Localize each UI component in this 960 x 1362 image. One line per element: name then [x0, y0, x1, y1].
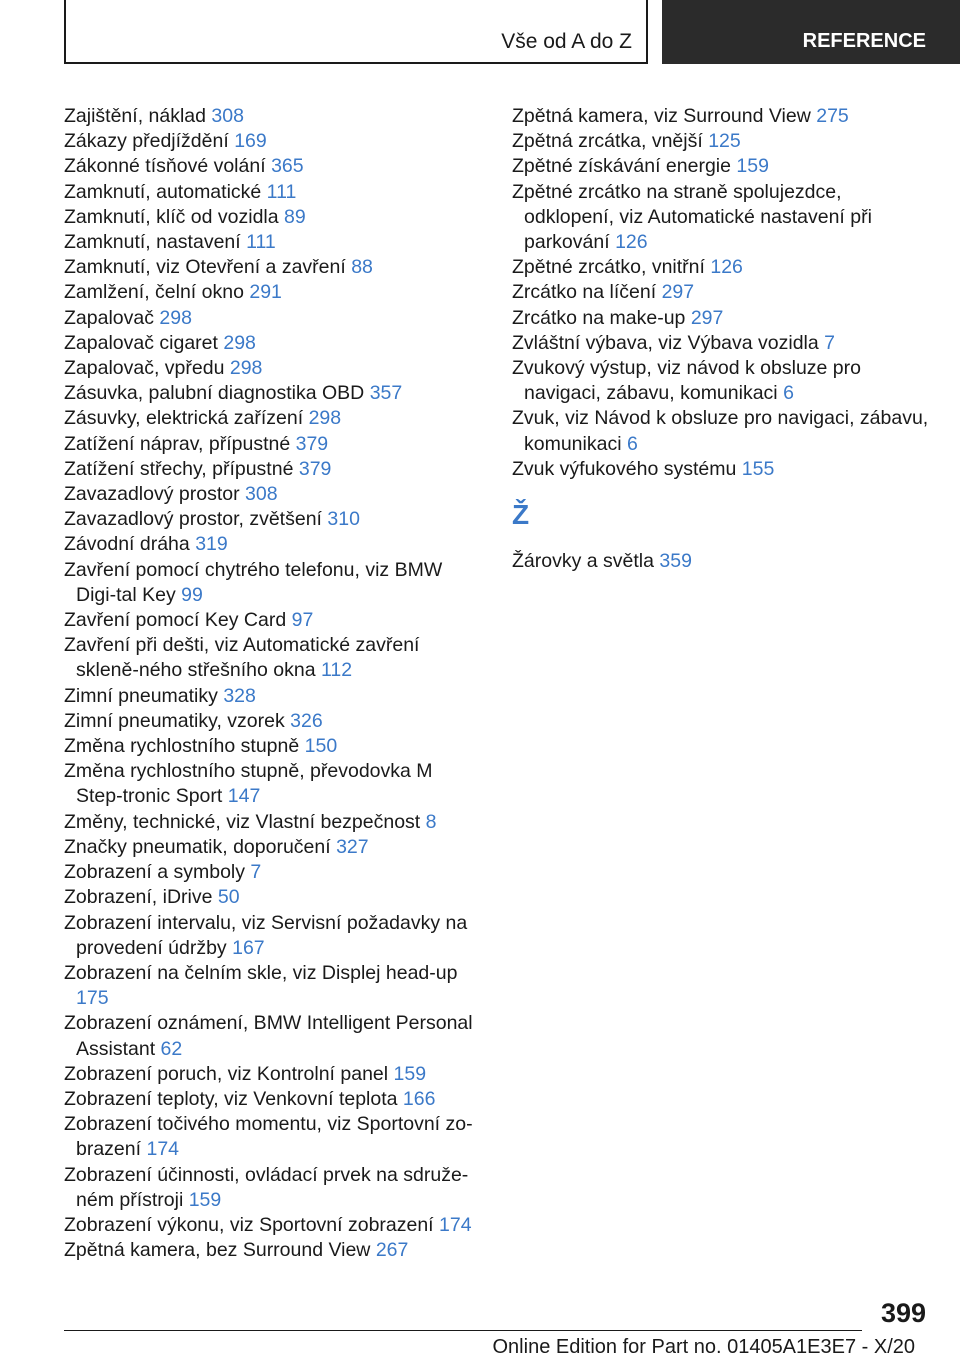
- entry-term: Zvuk, viz Návod k obsluze pro navigaci, zábavu, komunikaci: [512, 407, 929, 455]
- page-reference-link[interactable]: 159: [393, 1062, 427, 1085]
- index-entry: [64, 1112, 484, 1162]
- page-reference-link[interactable]: 159: [188, 1188, 222, 1211]
- index-entry: [64, 759, 484, 809]
- entry-term: Zavření pomocí Key Card: [64, 609, 287, 632]
- index-entry: [64, 457, 484, 482]
- entry-term: Zatížení náprav, přípustné: [64, 432, 291, 455]
- entry-term: Změny, technické, viz Vlastní bezpečnost: [64, 810, 421, 833]
- entry-term: Zobrazení, iDrive: [64, 886, 213, 909]
- index-entry: [512, 331, 932, 356]
- page-reference-link[interactable]: 6: [783, 382, 794, 405]
- index-entry: [64, 104, 484, 129]
- section-title: Vše od A do Z: [501, 30, 632, 53]
- index-entry: [64, 381, 484, 406]
- page-reference-link[interactable]: 169: [234, 130, 267, 153]
- index-entry: [64, 1213, 484, 1238]
- entry-term: Změna rychlostního stupně: [64, 735, 300, 758]
- page-reference-link[interactable]: 319: [195, 533, 228, 556]
- page-reference-link[interactable]: 379: [295, 432, 329, 455]
- page-reference-link[interactable]: 88: [351, 256, 373, 279]
- entry-term: Zamlžení, čelní okno: [64, 281, 244, 304]
- page-reference-link[interactable]: 7: [824, 331, 835, 354]
- page-reference-link[interactable]: 8: [425, 810, 437, 833]
- index-entry: [512, 457, 932, 482]
- index-entry: [512, 104, 932, 129]
- index-entry: [64, 558, 484, 608]
- page-reference-link[interactable]: 6: [626, 432, 638, 455]
- entry-term: Zamknutí, viz Otevření a zavření: [64, 256, 346, 279]
- index-entry: [64, 356, 484, 381]
- entry-term: Změna rychlostního stupně, převodovka M Step-tronic Sport: [64, 760, 433, 808]
- entry-term: Zapalovač cigaret: [64, 331, 218, 354]
- page-reference-link[interactable]: 267: [375, 1239, 409, 1262]
- entry-term: Zpětné získávání energie: [512, 155, 731, 178]
- page-reference-link[interactable]: 297: [690, 306, 724, 329]
- page-reference-link[interactable]: 298: [229, 357, 263, 380]
- index-entry: [512, 255, 932, 280]
- page-reference-link[interactable]: 298: [159, 306, 192, 329]
- entry-term: Zavření při dešti, viz Automatické zavření skleně-ného střešního okna: [64, 634, 420, 682]
- entry-term: Zobrazení oznámení, BMW Intelligent Personal Assistant: [64, 1012, 473, 1060]
- entry-term: Zavazadlový prostor, zvětšení: [64, 508, 322, 531]
- page-reference-link[interactable]: 111: [266, 180, 297, 203]
- index-entry: [64, 860, 484, 885]
- entry-term: Zamknutí, nastavení: [64, 231, 241, 254]
- index-entry: [512, 549, 932, 574]
- index-entry: [64, 154, 484, 179]
- page-reference-link[interactable]: 326: [290, 709, 323, 732]
- entry-term: Zobrazení teploty, viz Venkovní teplota: [64, 1087, 398, 1110]
- index-entry: [512, 180, 932, 256]
- page-reference-link[interactable]: 99: [181, 583, 203, 606]
- page-reference-link[interactable]: 89: [284, 205, 306, 228]
- footer-edition: Online Edition for Part no. 01405A1E3E7 - X/20: [492, 1336, 915, 1358]
- page-reference-link[interactable]: 308: [211, 105, 244, 127]
- page-reference-link[interactable]: 125: [708, 130, 741, 153]
- page-reference-link[interactable]: 7: [250, 861, 262, 884]
- index-entry: [64, 961, 484, 1011]
- index-entry: [64, 129, 484, 154]
- chapter-title: REFERENCE: [802, 30, 926, 52]
- page-reference-link[interactable]: 365: [271, 155, 304, 178]
- entry-term: Zvukový výstup, viz návod k obsluze pro navigaci, zábavu, komunikaci: [512, 357, 861, 405]
- page-reference-link[interactable]: 298: [223, 331, 256, 354]
- page-reference-link[interactable]: 150: [304, 735, 338, 758]
- header-chapter-box: [662, 0, 960, 64]
- index-entry: [64, 1011, 484, 1061]
- entry-term: Zpětná kamera, bez Surround View: [64, 1239, 371, 1262]
- index-entry: [64, 1238, 484, 1263]
- page-reference-link[interactable]: 379: [298, 457, 332, 480]
- entry-term: Zimní pneumatiky, vzorek: [64, 709, 285, 732]
- index-entry: [64, 911, 484, 961]
- entry-term: Zobrazení intervalu, viz Servisní požadavky na provedení údržby: [64, 911, 468, 959]
- index-list-zh: [512, 549, 932, 574]
- entry-term: Zobrazení poruch, viz Kontrolní panel: [64, 1062, 389, 1085]
- page-reference-link[interactable]: 310: [327, 508, 360, 531]
- index-entry: [512, 129, 932, 154]
- page-reference-link[interactable]: 359: [659, 550, 692, 573]
- entry-term: Zvláštní výbava, viz Výbava vozidla: [512, 331, 819, 354]
- entry-term: Zásuvky, elektrická zařízení: [64, 407, 304, 430]
- index-entry: [64, 1087, 484, 1112]
- entry-term: Zvuk výfukového systému: [512, 457, 737, 480]
- entry-term: Zobrazení účinnosti, ovládací prvek na sdruže-ném přístroji: [64, 1163, 469, 1211]
- page-reference-link[interactable]: 126: [615, 231, 648, 254]
- index-entry: [64, 280, 484, 305]
- entry-term: Zpětné zrcátko na straně spolujezdce, odklopení, viz Automatické nastavení při parkování: [512, 180, 872, 254]
- index-entry: [64, 406, 484, 431]
- entry-term: Zatížení střechy, přípustné: [64, 457, 294, 480]
- index-entry: [64, 709, 484, 734]
- page-reference-link[interactable]: 291: [249, 281, 282, 304]
- index-entry: [64, 205, 484, 230]
- page-reference-link[interactable]: 147: [227, 785, 261, 808]
- entry-term: Zajištění, náklad: [64, 105, 206, 127]
- page-reference-link[interactable]: 174: [439, 1213, 472, 1236]
- entry-term: Zamknutí, automatické: [64, 180, 262, 203]
- index-column-right: [512, 104, 932, 574]
- entry-term: Závodní dráha: [64, 533, 190, 556]
- entry-term: Zimní pneumatiky: [64, 684, 218, 707]
- index-entry: [64, 608, 484, 633]
- entry-term: Zásuvka, palubní diagnostika OBD: [64, 382, 365, 405]
- page-reference-link[interactable]: 111: [246, 231, 276, 254]
- entry-term: Žárovky a světla: [512, 550, 654, 573]
- entry-term: Zavazadlový prostor: [64, 483, 240, 506]
- page-reference-link[interactable]: 97: [291, 609, 314, 632]
- entry-term: Zobrazení výkonu, viz Sportovní zobrazení: [64, 1213, 434, 1236]
- header-section-box: [64, 0, 648, 64]
- page-reference-link[interactable]: 297: [661, 281, 695, 304]
- page-reference-link[interactable]: 357: [369, 382, 403, 405]
- index-entry: [64, 432, 484, 457]
- entry-term: Zapalovač, vpředu: [64, 357, 225, 380]
- entry-term: Zapalovač: [64, 306, 154, 329]
- page-reference-link[interactable]: 62: [160, 1037, 183, 1060]
- index-entry: [64, 885, 484, 910]
- index-entry: [64, 255, 484, 280]
- index-list-z: [512, 104, 932, 482]
- page-reference-link[interactable]: 175: [76, 987, 109, 1010]
- index-entry: [64, 507, 484, 532]
- page-reference-link[interactable]: 298: [308, 407, 342, 430]
- index-entry: [512, 280, 932, 305]
- index-entry: [512, 306, 932, 331]
- page-reference-link[interactable]: 50: [217, 886, 240, 909]
- index-entry: [64, 180, 484, 205]
- index-entry: [512, 154, 932, 179]
- index-entry: [64, 684, 484, 709]
- footer-divider: [64, 1330, 862, 1331]
- entry-term: Zobrazení a symboly: [64, 861, 245, 884]
- index-column-left: [64, 104, 484, 1263]
- page-number: 399: [880, 1298, 926, 1328]
- index-entry: [512, 406, 932, 456]
- entry-term: Zákazy předjíždění: [64, 130, 229, 153]
- page-reference-link[interactable]: 112: [321, 659, 353, 682]
- entry-term: Zpětné zrcátko, vnitřní: [512, 256, 705, 279]
- index-entry: [64, 230, 484, 255]
- page-reference-link[interactable]: 126: [710, 256, 743, 279]
- entry-term: Zrcátko na líčení: [512, 281, 657, 304]
- entry-term: Zpětná zrcátka, vnější: [512, 130, 703, 153]
- letter-heading: Ž: [512, 499, 530, 531]
- index-entry: [64, 734, 484, 759]
- index-entry: [64, 1163, 484, 1213]
- page-reference-link[interactable]: 167: [232, 936, 265, 959]
- index-entry: [64, 532, 484, 557]
- entry-term: Značky pneumatik, doporučení: [64, 835, 331, 858]
- index-entry: [64, 633, 484, 683]
- entry-term: Zobrazení točivého momentu, viz Sportovní zo-brazení: [64, 1113, 473, 1161]
- entry-term: Zpětná kamera, viz Surround View: [512, 105, 811, 127]
- page-reference-link[interactable]: 275: [816, 105, 849, 127]
- entry-term: Zákonné tísňové volání: [64, 155, 266, 178]
- page-reference-link[interactable]: 327: [336, 835, 369, 858]
- page-reference-link[interactable]: 159: [736, 155, 769, 178]
- index-entry: [64, 482, 484, 507]
- page-reference-link[interactable]: 155: [741, 457, 775, 480]
- index-entry: [64, 1062, 484, 1087]
- page-reference-link[interactable]: 174: [146, 1138, 180, 1161]
- page-reference-link[interactable]: 166: [402, 1087, 436, 1110]
- index-entry: [64, 331, 484, 356]
- page-reference-link[interactable]: 308: [245, 483, 278, 506]
- index-entry: [512, 356, 932, 406]
- entry-term: Zrcátko na make-up: [512, 306, 686, 329]
- entry-term: Zavření pomocí chytrého telefonu, viz BMW Digi-tal Key: [64, 558, 443, 606]
- entry-term: Zamknutí, klíč od vozidla: [64, 205, 279, 228]
- index-entry: [64, 810, 484, 835]
- entry-term: Zobrazení na čelním skle, viz Displej head-up: [64, 961, 458, 984]
- index-entry: [64, 306, 484, 331]
- index-entry: [64, 835, 484, 860]
- page-reference-link[interactable]: 328: [223, 684, 256, 707]
